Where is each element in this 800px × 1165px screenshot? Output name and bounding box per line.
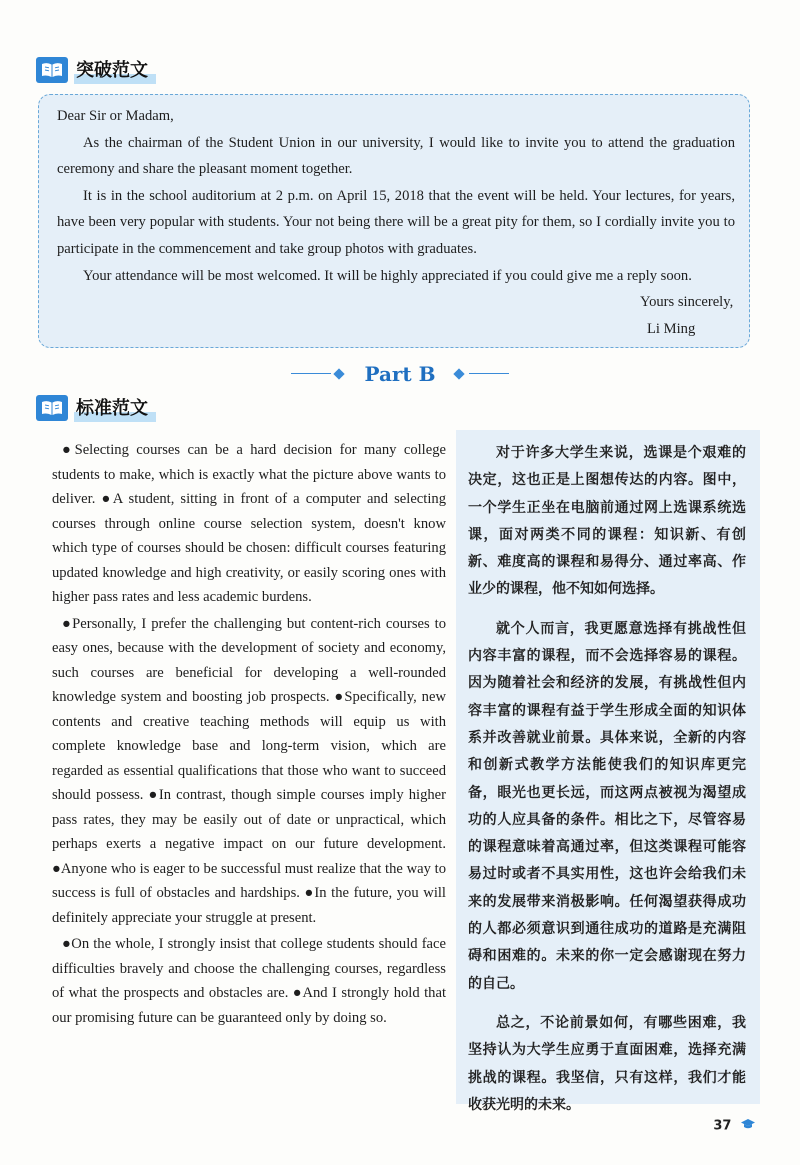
part-b-title: Part B [364, 361, 436, 386]
letter-paragraph: It is in the school auditorium at 2 p.m. on April 15, 2018 that the event will be held. Your lectures, for years, have been very popular with students. Your not being there will be a great pity for them, so I cordially invite you to participate in the commencement and take group photos with graduates. [57, 187, 735, 257]
divider-right-ornament [453, 368, 509, 380]
book-icon [36, 395, 68, 421]
divider-left-ornament [291, 368, 347, 380]
section-header-standard [36, 394, 156, 422]
letter-paragraph: Your attendance will be most welcomed. It will be highly appreciated if you could give me a reply soon. [83, 267, 692, 284]
graduation-cap-icon [740, 1118, 756, 1134]
sample-letter [38, 94, 750, 348]
translation-paragraph: 对于许多大学生来说，选课是个艰难的决定，这也正是上图想传达的内容。图中，一个学生正坐在电脑前通过网上选课系统选课，面对两类不同的课程：知识新、有创新、难度高的课程和易得分、通过率高、作业少的课程，他不知如何选择。 [468, 445, 746, 598]
letter-salutation: Dear Sir or Madam, [57, 108, 174, 124]
chinese-translation [456, 430, 760, 1113]
section-header-breakthrough [36, 56, 156, 84]
letter-closing: Yours sincerely, [640, 294, 734, 311]
english-essay [52, 438, 446, 1032]
essay-paragraph: ●Selecting courses can be a hard decision for many college students to make, which is exactly what the picture above wants to deliver. ●A student, sitting in front of a computer and selecting courses through online course selection system, doesn't know which type of courses should be chosen: difficult courses featuring updated knowledge and high creativity, or easily scoring ones with higher pass rates and less academic burdens. [52, 442, 446, 605]
page-number-text: 37 [713, 1118, 732, 1134]
essay-paragraph: ●Personally, I prefer the challenging but content-rich courses to easy ones, because with the development of society and economy, such courses are beneficial for developing a well-rounded knowledge system and boosting job prospects. ●Specifically, new contents and creative teaching methods will equip us with complete knowledge base and long-term vision, which are regarded as essential qualifications that those who want to succeed should possess. ●In contrast, though simple courses imply higher pass rates, they may be easily out of date or unpractical, which perhaps exerts a negative impact on our future development. ●Anyone who is eager to be successful must realize that the way to success is full of obstacles and hardships. ●In the future, you will definitely appreciate your struggle at present. [52, 615, 446, 926]
essay-paragraph: ●On the whole, I strongly insist that college students should face difficulties bravely and choose the challenging courses, regardless of what the prospects and obstacles are. ●And I strongly hold that our promising future can be guaranteed only by doing so. [52, 936, 446, 1026]
translation-paragraph: 总之，不论前景如何，有哪些困难，我坚持认为大学生应勇于直面困难，选择充满挑战的课程。我坚信，只有这样，我们才能收获光明的未来。 [468, 1014, 746, 1113]
part-b-divider [0, 360, 800, 386]
section-title: 标准范文 [74, 394, 156, 422]
section-title: 突破范文 [74, 56, 156, 84]
translation-paragraph: 就个人而言，我更愿意选择有挑战性但内容丰富的课程，而不会选择容易的课程。因为随着社会和经济的发展，有挑战性但内容丰富的课程有益于学生形成全面的知识体系并改善就业前景。具体来说，全新的内容和创新式教学方法能使我们的知识库更完备，眼光也更长远，而这两点被视为渴望成功的人应具备的条件。相比之下，尽管容易的课程意味着高通过率，但这类课程可能容易过时或者不具实用性，这也许会给我们未来的发展带来消极影响。任何渴望获得成功的人都必须意识到通往成功的道路是充满阻碍和困难的。未来的你一定会感谢现在努力的自己。 [468, 620, 746, 992]
letter-signature: Li Ming [647, 320, 696, 337]
page-number [713, 1118, 756, 1134]
book-icon [36, 57, 68, 83]
letter-paragraph: As the chairman of the Student Union in our university, I would like to invite you to attend the graduation ceremony and share the pleasant moment together. [57, 134, 735, 178]
